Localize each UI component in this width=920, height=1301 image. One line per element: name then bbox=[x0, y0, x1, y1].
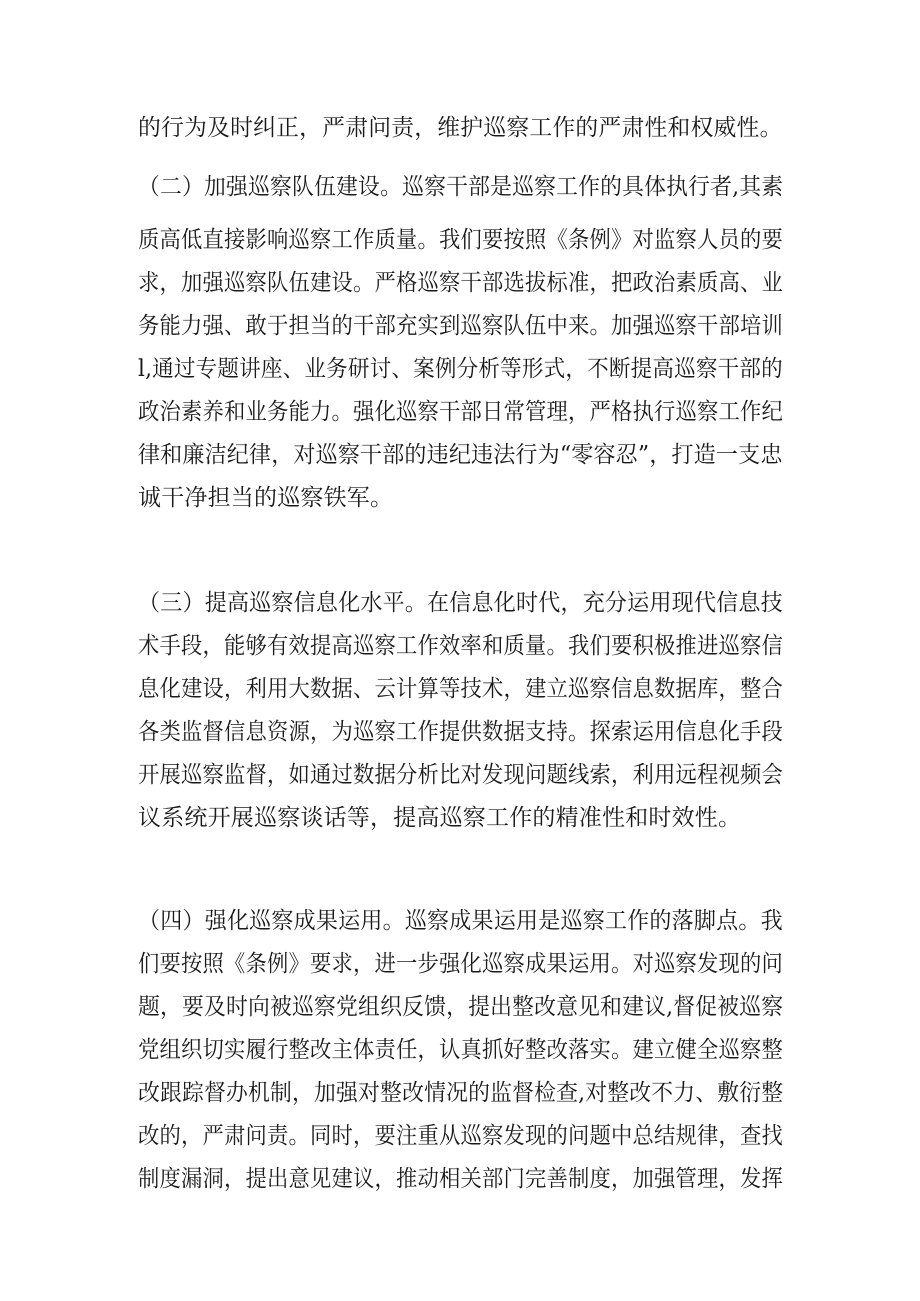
text-line: 党组织切实履行整改主体责任，认真抓好整改落实。建立健全巡察整 bbox=[138, 1037, 783, 1063]
text-line: 务能力强、敢于担当的干部充实到巡察队伍中来。加强巡察干部培训 bbox=[138, 313, 783, 339]
text-line: 政治素养和业务能力。强化巡察干部日常管理，严格执行巡察工作纪 bbox=[138, 399, 783, 425]
text-line: 诚干净担当的巡察铁军。 bbox=[138, 485, 394, 511]
paragraph-heading-line: （四）强化巡察成果运用。巡察成果运用是巡察工作的落脚点。我 bbox=[138, 908, 783, 934]
text-line: 题，要及时向被巡察党组织反馈，提出整改意见和建议,督促被巡察 bbox=[138, 994, 784, 1020]
text-line: 术手段，能够有效提高巡察工作效率和质量。我们要积极推进巡察信 bbox=[138, 633, 783, 659]
text-line: 的行为及时纠正，严肃问责，维护巡察工作的严肃性和权威性。 bbox=[138, 115, 783, 141]
text-line: 们要按照《条例》要求，进一步强化巡察成果运用。对巡察发现的问 bbox=[138, 951, 783, 977]
text-line: 议系统开展巡察谈话等，提高巡察工作的精准性和时效性。 bbox=[138, 805, 742, 831]
text-line: 各类监督信息资源，为巡察工作提供数据支持。探索运用信息化手段 bbox=[138, 719, 783, 745]
text-line: 制度漏洞，提出意见建议，推动相关部门完善制度，加强管理，发挥 bbox=[138, 1166, 783, 1192]
paragraph-heading-line: （三）提高巡察信息化水平。在信息化时代，充分运用现代信息技 bbox=[138, 590, 783, 616]
text-line: 改的，严肃问责。同时，要注重从巡察发现的问题中总结规律，查找 bbox=[138, 1123, 783, 1149]
text-line: 律和廉洁纪律，对巡察干部的违纪违法行为“零容忍”，打造一支忠 bbox=[138, 442, 783, 468]
text-line: 息化建设，利用大数据、云计算等技术，建立巡察信息数据库，整合 bbox=[138, 676, 783, 702]
text-line: l,通过专题讲座、业务研讨、案例分析等形式，不断提高巡察干部的 bbox=[138, 356, 783, 382]
text-line: 改跟踪督办机制，加强对整改情况的监督检查,对整改不力、敷衍整 bbox=[138, 1080, 784, 1106]
text-line: 质高低直接影响巡察工作质量。我们要按照《条例》对监察人员的要 bbox=[138, 227, 783, 253]
text-line: 求，加强巡察队伍建设。严格巡察干部选拔标准，把政治素质高、业 bbox=[138, 270, 783, 296]
text-line: 开展巡察监督，如通过数据分析比对发现问题线索，利用远程视频会 bbox=[138, 762, 783, 788]
paragraph-heading-line: （二）加强巡察队伍建设。巡察干部是巡察工作的具体执行者,其素 bbox=[138, 174, 784, 200]
